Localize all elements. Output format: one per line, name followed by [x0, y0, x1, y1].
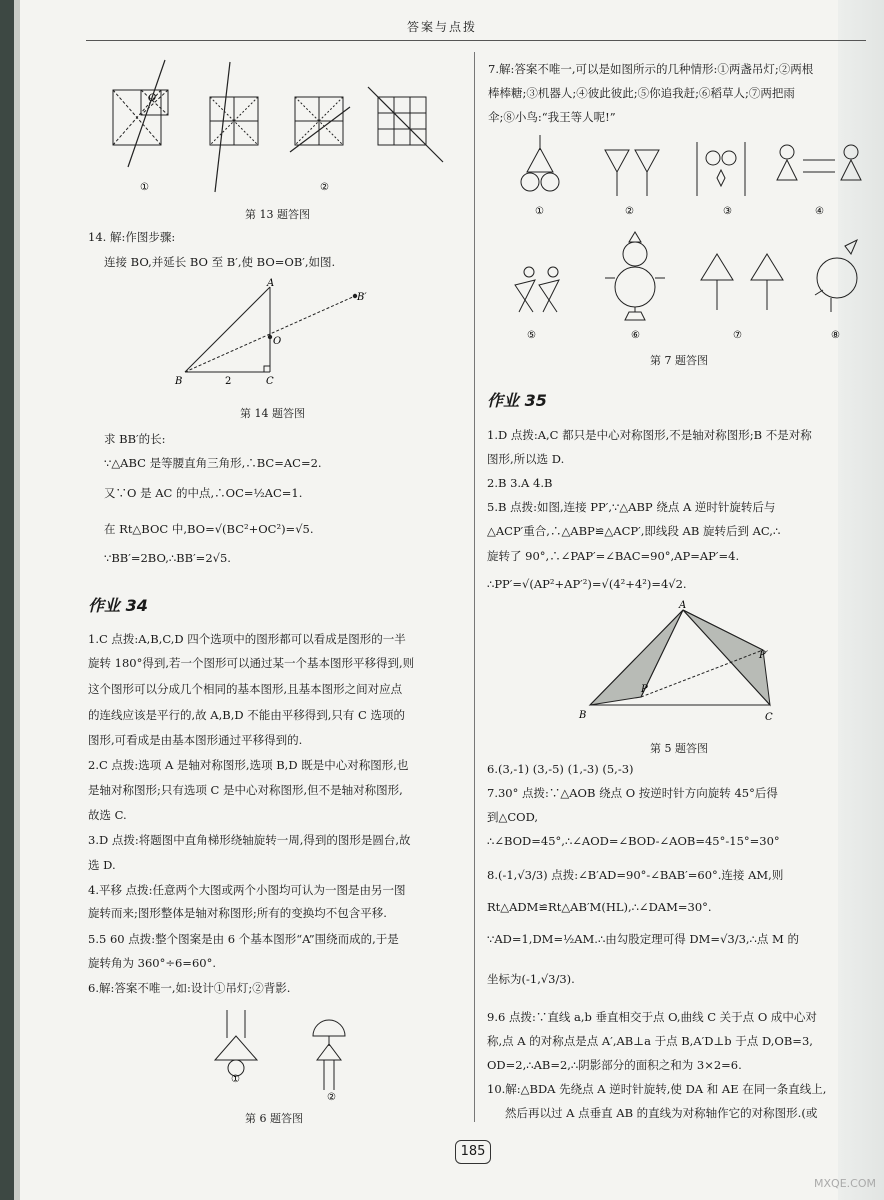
q34-line-1: 1.C 点拨:A,B,C,D 四个选项中的图形都可以看成是图形的一半 — [88, 632, 406, 646]
q35b-line-11: OD=2,∴AB=2,∴阴影部分的面积之和为 3×2=6. — [487, 1058, 742, 1072]
q35b-line-6: Rt△ADM≌Rt△AB′M(HL),∴∠DAM=30°. — [487, 900, 712, 914]
figure-7 — [505, 130, 865, 345]
q34-line-5: 图形,可看成是由基本图形通过平移得到的. — [88, 733, 303, 747]
fig7-label-2: ② — [625, 206, 634, 217]
q14-line-2: 连接 BO,并延长 BO 至 B′,使 BO=OB′,如图. — [104, 255, 336, 269]
q35b-line-7: ∵AD=1,DM=½AM.∴由勾股定理可得 DM=√3/3,∴点 M 的 — [487, 932, 799, 946]
watermark: MXQE.COM — [814, 1177, 876, 1190]
fig13-caption: 第 13 题答图 — [245, 208, 310, 221]
q35-line-1: 1.D 点拨:A,C 都只是中心对称图形,不是轴对称图形;B 不是对称 — [487, 428, 812, 442]
q35b-line-1: 6.(3,-1) (3,-5) (1,-3) (5,-3) — [487, 762, 634, 776]
svg-text:C: C — [765, 712, 773, 723]
q34-line-12: 旋转而来;图形整体是轴对称图形;所有的变换均不包含平移. — [88, 906, 387, 920]
q7-line-1: 7.解:答案不唯一,可以是如图所示的几种情形:①两盏吊灯;②两根 — [488, 62, 814, 76]
q34-line-10: 选 D. — [88, 858, 116, 872]
q35b-line-4: ∴∠BOD=45°,∴∠AOD=∠BOD-∠AOB=45°-15°=30° — [487, 834, 780, 848]
q14-calc-4: 在 Rt△BOC 中,BO=√(BC²+OC²)=√5. — [104, 522, 314, 536]
figure-14 — [170, 280, 380, 390]
section-35-title: 作业 35 — [487, 391, 547, 410]
fig7-label-1: ① — [535, 206, 544, 217]
q35-line-5: △ACP′重合,∴△ABP≌△ACP′,即线段 AB 旋转后到 AC,∴ — [487, 524, 781, 538]
q14-calc-2: ∵△ABC 是等腰直角三角形,∴BC=AC=2. — [104, 456, 322, 470]
figure-13 — [100, 55, 460, 200]
svg-text:A: A — [267, 278, 275, 289]
q34-line-6: 2.C 点拨:选项 A 是轴对称图形,选项 B,D 既是中心对称图形,也 — [88, 758, 409, 772]
header-rule — [86, 40, 866, 41]
svg-text:B: B — [579, 710, 587, 721]
book-spine — [0, 0, 14, 1200]
q35b-line-5: 8.(-1,√3/3) 点拨:∠B′AD=90°-∠BAB′=60°.连接 AM,则 — [487, 868, 784, 882]
q14-line-1: 14. 解:作图步骤: — [88, 230, 176, 244]
q35-line-2: 图形,所以选 D. — [487, 452, 565, 466]
page-number: 185 — [455, 1140, 491, 1164]
fig7-label-8: ⑧ — [831, 330, 840, 341]
svg-text:B: B — [175, 376, 183, 387]
q35b-line-13: 然后再以过 A 点垂直 AB 的直线为对称轴作它的对称图形.(或 — [505, 1106, 818, 1120]
q34-line-2: 旋转 180°得到,若一个图形可以通过某一个基本图形平移得到,则 — [88, 656, 415, 670]
q34-line-7: 是轴对称图形;只有选项 C 是中心对称图形,但不是轴对称图形, — [88, 783, 403, 797]
q35-line-3: 2.B 3.A 4.B — [487, 476, 553, 490]
q35b-line-9: 9.6 点拨:∵直线 a,b 垂直相交于点 O,曲线 C 关于点 O 成中心对 — [487, 1010, 817, 1024]
svg-text:P: P — [641, 684, 648, 695]
q35b-line-12: 10.解:△BDA 先绕点 A 逆时针旋转,使 DA 和 AE 在同一条直线上, — [487, 1082, 827, 1096]
svg-text:B′: B′ — [357, 292, 367, 303]
svg-text:O: O — [148, 93, 157, 104]
fig13-label-2: ② — [320, 182, 329, 193]
fig7-label-6: ⑥ — [631, 330, 640, 341]
q35b-line-10: 称,点 A 的对称点是点 A′,AB⊥a 于点 B,A′D⊥b 于点 D,OB=3, — [487, 1034, 813, 1048]
fig6-label-1: ① — [231, 1074, 240, 1085]
fig14-caption: 第 14 题答图 — [240, 407, 305, 420]
fig5-caption: 第 5 题答图 — [650, 742, 708, 755]
svg-text:C: C — [266, 376, 274, 387]
q35b-line-2: 7.30° 点拨:∵△AOB 绕点 O 按逆时针方向旋转 45°后得 — [487, 786, 778, 800]
fig7-label-3: ③ — [723, 206, 732, 217]
figure-5 — [575, 600, 795, 730]
q7-line-3: 伞;⑧小鸟:“我王等人呢!” — [488, 110, 616, 124]
q35b-line-3: 到△COD, — [487, 810, 539, 824]
q14-calc-3: 又∵O 是 AC 的中点,∴OC=½AC=1. — [104, 486, 303, 500]
q35b-line-8: 坐标为(-1,√3/3). — [487, 972, 575, 986]
column-divider — [474, 52, 475, 1122]
fig13-label-1: ① — [140, 182, 149, 193]
fig6-caption: 第 6 题答图 — [245, 1112, 303, 1125]
fig7-label-5: ⑤ — [527, 330, 536, 341]
q35-line-6: 旋转了 90°,∴∠PAP′=∠BAC=90°,AP=AP′=4. — [487, 549, 740, 563]
svg-text:A: A — [679, 600, 687, 611]
book-spine-edge — [14, 0, 20, 1200]
q14-calc-1: 求 BB′的长: — [104, 432, 166, 446]
section-34-title: 作业 34 — [88, 596, 148, 615]
q34-line-14: 旋转角为 360°÷6=60°. — [88, 956, 216, 970]
svg-text:2: 2 — [225, 376, 232, 387]
q7-line-2: 棒棒糖;③机器人;④彼此彼此;⑤你追我赶;⑥稻草人;⑦两把雨 — [488, 86, 795, 100]
figure-6 — [205, 1008, 365, 1108]
svg-text:P′: P′ — [759, 650, 768, 661]
fig6-label-2: ② — [327, 1092, 336, 1103]
q35-line-7: ∴PP′=√(AP²+AP′²)=√(4²+4²)=4√2. — [487, 577, 687, 591]
q35-line-4: 5.B 点拨:如图,连接 PP′,∵△ABP 绕点 A 逆时针旋转后与 — [487, 500, 776, 514]
q34-line-8: 故选 C. — [88, 808, 127, 822]
fig7-caption: 第 7 题答图 — [650, 354, 708, 367]
page-header: 答案与点拨 — [406, 20, 477, 34]
q34-line-13: 5.5 60 点拨:整个图案是由 6 个基本图形“A”围绕而成的,于是 — [88, 932, 399, 946]
q34-line-11: 4.平移 点拨:任意两个大图或两个小图均可认为一图是由另一图 — [88, 883, 406, 897]
svg-text:O: O — [273, 336, 282, 347]
q34-line-4: 的连线应该是平行的,故 A,B,D 不能由平移得到,只有 C 选项的 — [88, 708, 406, 722]
q14-calc-5: ∵BB′=2BO,∴BB′=2√5. — [104, 551, 231, 565]
fig7-label-7: ⑦ — [733, 330, 742, 341]
fig7-label-4: ④ — [815, 206, 824, 217]
q34-line-15: 6.解:答案不唯一,如:设计①吊灯;②背影. — [88, 981, 291, 995]
q34-line-3: 这个图形可以分成几个相同的基本图形,且基本图形之间对应点 — [88, 682, 403, 696]
q34-line-9: 3.D 点拨:将题图中直角梯形绕轴旋转一周,得到的图形是圆台,故 — [88, 833, 411, 847]
